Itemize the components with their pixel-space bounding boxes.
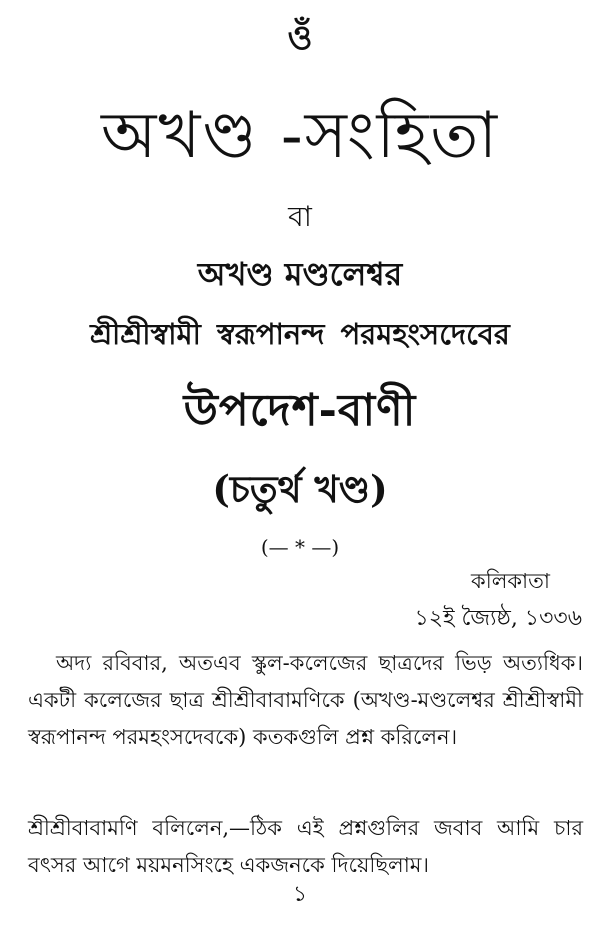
title-conjunction: বা — [288, 200, 312, 233]
subtitle-line-1: অখণ্ড মণ্ডলেশ্বর — [197, 255, 403, 293]
volume-label: (চতুর্থ খণ্ড) — [212, 467, 388, 511]
subtitle-line-3: উপদেশ-বাণী — [183, 385, 417, 436]
body-paragraph-1: অদ্য রবিবার, অতএব স্কুল-কলেজের ছাত্রদের ভিড় অত্যধিক। একটী কলেজের ছাত্র শ্রীশ্রীবাবামণিকে (অখণ্ড-মণ্ডলেশ্বর শ্রীশ্রীস্বামী স্বরূপানন্দ পরমহংসদেবকে) কতকগুলি প্রশ্ন করিলেন। — [28, 651, 583, 749]
book-title: অখণ্ড -সংহিতা — [100, 99, 500, 173]
place-heading: কলিকাতা — [471, 569, 550, 593]
date-heading: ১২ই জ্যৈষ্ঠ, ১৩৩৬ — [414, 606, 582, 631]
body-paragraph-2: শ্রীশ্রীবাবামণি বলিলেন,—ঠিক এই প্রশ্নগুলির জবাব আমি চার বৎসর আগে ময়মনসিংহে একজনকে দিয়েছিলাম। — [28, 816, 583, 877]
page-number: ১ — [292, 882, 308, 907]
subtitle-line-2: শ্রীশ্রীস্বামী স্বরূপানন্দ পরমহংসদেবের — [90, 317, 510, 351]
om-symbol: ওঁ — [287, 18, 313, 58]
section-divider: (— * —) — [260, 535, 340, 559]
